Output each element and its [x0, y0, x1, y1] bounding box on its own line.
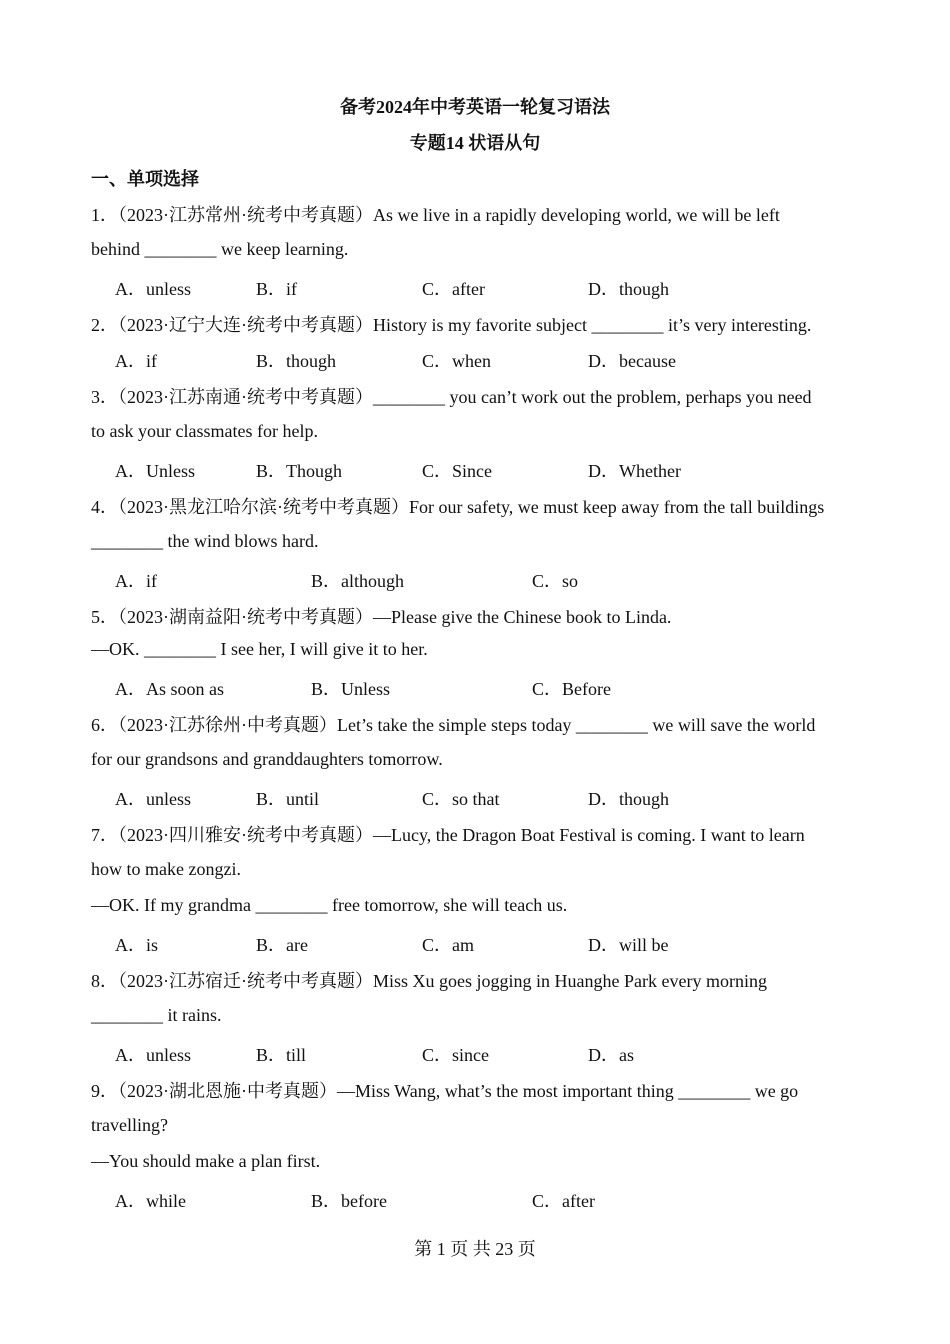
question-2-options: [115, 347, 875, 369]
option-a: A．if: [115, 571, 157, 591]
option-a: A．unless: [115, 1045, 191, 1065]
option-d: D．though: [588, 279, 669, 299]
option-b: B．before: [311, 1191, 387, 1211]
question-1-options: [115, 275, 875, 297]
question-9-line-2: travelling?: [91, 1115, 168, 1135]
question-7-line-3: —OK. If my grandma ________ free tomorrow, she will teach us.: [91, 895, 568, 915]
option-b: B．until: [256, 789, 320, 809]
question-9-options: [115, 1187, 875, 1209]
document-subtitle: 专题14 状语从句: [409, 133, 541, 153]
option-b: B．though: [256, 351, 337, 371]
question-8-line-1: 8．（2023·江苏宿迁·统考中考真题）Miss Xu goes jogging in Huanghe Park every morning: [91, 971, 767, 991]
option-b: B．if: [256, 279, 298, 299]
question-9-line-1: 9．（2023·湖北恩施·中考真题）—Miss Wang, what’s the most important thing ________ we go: [91, 1081, 799, 1101]
question-4-options: [115, 567, 875, 589]
option-a: A．unless: [115, 279, 191, 299]
question-8-options: [115, 1041, 875, 1063]
option-a: A．As soon as: [115, 679, 225, 699]
question-5-options: [115, 675, 875, 697]
option-a: A．is: [115, 935, 159, 955]
option-d: D．will be: [588, 935, 669, 955]
option-c: C．am: [422, 935, 474, 955]
question-6-line-2: for our grandsons and granddaughters tomorrow.: [91, 749, 443, 769]
option-c: C．when: [422, 351, 491, 371]
option-c: C．so that: [422, 789, 500, 809]
question-6-line-1: 6．（2023·江苏徐州·中考真题）Let’s take the simple steps today ________ we will save the world: [91, 715, 816, 735]
option-b: B．Though: [256, 461, 343, 481]
option-c: C．after: [422, 279, 485, 299]
document-title: 备考2024年中考英语一轮复习语法: [340, 97, 610, 117]
question-4-line-2: ________ the wind blows hard.: [91, 531, 319, 551]
option-a: A．Unless: [115, 461, 195, 481]
question-7-options: [115, 931, 875, 953]
option-c: C．Before: [532, 679, 611, 699]
option-c: C．since: [422, 1045, 489, 1065]
option-a: A．unless: [115, 789, 191, 809]
option-a: A．if: [115, 351, 157, 371]
question-8-line-2: ________ it rains.: [91, 1005, 222, 1025]
option-d: D．because: [588, 351, 676, 371]
question-5-line-1: 5．（2023·湖南益阳·统考中考真题）—Please give the Chinese book to Linda.: [91, 607, 672, 627]
question-7-line-1: 7．（2023·四川雅安·统考中考真题）—Lucy, the Dragon Boat Festival is coming. I want to learn: [91, 825, 805, 845]
option-d: D．though: [588, 789, 669, 809]
option-b: B．Unless: [311, 679, 391, 699]
question-3-options: [115, 457, 875, 479]
question-3-line-1: 3．（2023·江苏南通·统考中考真题）________ you can’t work out the problem, perhaps you need: [91, 387, 812, 407]
option-d: D．as: [588, 1045, 634, 1065]
option-d: D．Whether: [588, 461, 681, 481]
option-c: C．after: [532, 1191, 595, 1211]
question-2-line-1: 2．（2023·辽宁大连·统考中考真题）History is my favorite subject ________ it’s very interesting.: [91, 315, 812, 335]
option-a: A．while: [115, 1191, 186, 1211]
question-5-line-2: —OK. ________ I see her, I will give it to her.: [91, 639, 428, 659]
question-1-line-2: behind ________ we keep learning.: [91, 239, 349, 259]
question-6-options: [115, 785, 875, 807]
question-1-line-1: 1．（2023·江苏常州·统考中考真题）As we live in a rapidly developing world, we will be left: [91, 205, 780, 225]
question-3-line-2: to ask your classmates for help.: [91, 421, 318, 441]
option-b: B．although: [311, 571, 404, 591]
question-7-line-2: how to make zongzi.: [91, 859, 241, 879]
option-c: C．Since: [422, 461, 492, 481]
question-4-line-1: 4．（2023·黑龙江哈尔滨·统考中考真题）For our safety, we must keep away from the tall buildings: [91, 497, 825, 517]
page-number-footer: 第 1 页 共 23 页: [414, 1239, 536, 1259]
option-b: B．are: [256, 935, 308, 955]
question-9-line-3: —You should make a plan first.: [91, 1151, 321, 1171]
option-c: C．so: [532, 571, 579, 591]
option-b: B．till: [256, 1045, 307, 1065]
section-heading: 一、单项选择: [91, 169, 199, 189]
